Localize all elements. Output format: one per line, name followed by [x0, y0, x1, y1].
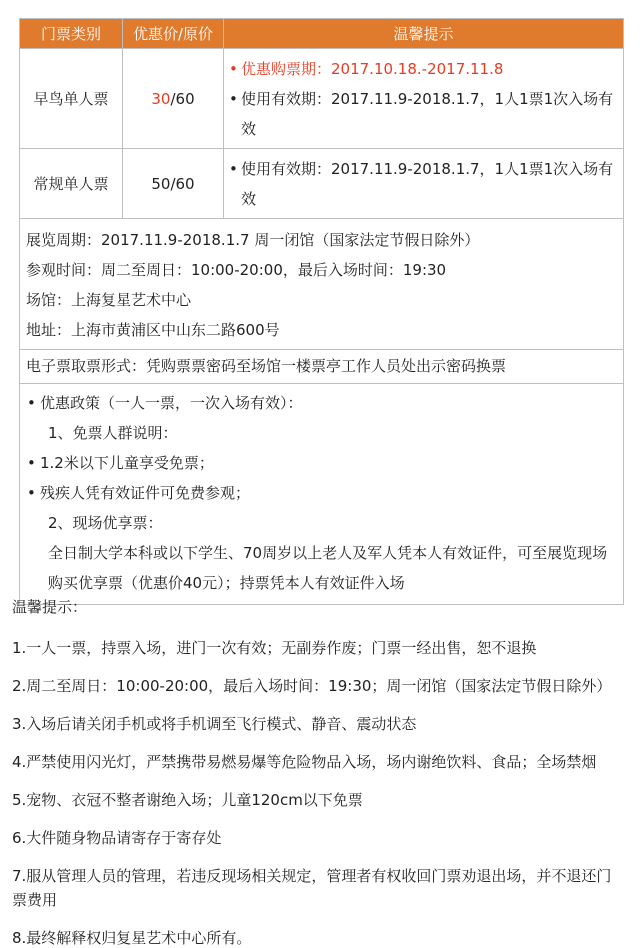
- note-item: [228, 54, 617, 84]
- bullet-icon: •: [27, 454, 36, 472]
- price-regular: 50/60: [123, 149, 224, 219]
- free-item: [26, 478, 617, 508]
- discount-ticket-heading: 2、现场优享票：: [48, 514, 163, 532]
- price-separator: /: [170, 89, 176, 108]
- policy-title: [26, 388, 617, 418]
- exhibition-info-row: [20, 219, 624, 350]
- tips-section: [12, 592, 622, 948]
- eticket-row: [20, 350, 624, 384]
- free-item: [26, 448, 617, 478]
- original-price: 60: [175, 89, 195, 108]
- tip-item: 3.入场后请关闭手机或将手机调至飞行模式、静音、震动状态: [12, 715, 417, 733]
- note-text: 优惠购票期：2017.10.18.-2017.11.8: [241, 60, 504, 78]
- bullet-icon: •: [27, 484, 36, 502]
- policy-title-text: 优惠政策（一人一票，一次入场有效）：: [40, 394, 303, 412]
- free-item-text: 1.2米以下儿童享受免票；: [40, 454, 214, 472]
- header-notes: 温馨提示: [224, 19, 624, 49]
- free-item-text: 残疾人凭有效证件可免费参观；: [40, 484, 251, 502]
- price-early-bird: [123, 49, 224, 149]
- discount-price: 30: [151, 89, 171, 108]
- eticket-info: 电子票取票形式：凭购票票密码至场馆一楼票亭工作人员处出示密码换票: [20, 350, 624, 384]
- tip-item: 4.严禁使用闪光灯，严禁携带易燃易爆等危险物品入场，场内谢绝饮料、食品；全场禁烟: [12, 753, 597, 771]
- tip-item: 8.最终解释权归复星艺术中心所有。: [12, 929, 252, 947]
- tip-item: 1.一人一票，持票入场，进门一次有效；无副券作废；门票一经出售，恕不退换: [12, 639, 537, 657]
- visiting-hours: 参观时间：周二至周日：10:00-20:00，最后入场时间：19:30: [26, 261, 447, 279]
- table-row-regular: [20, 149, 624, 219]
- free-ticket-heading: 1、免票人群说明：: [48, 424, 178, 442]
- bullet-icon: •: [229, 160, 238, 178]
- header-price: 优惠价/原价: [123, 19, 224, 49]
- note-text: 使用有效期：2017.11.9-2018.1.7，1人1票1次入场有效: [241, 160, 614, 208]
- note-item: [228, 84, 617, 144]
- exhibition-period: 展览周期：2017.11.9-2018.1.7 周一闭馆（国家法定节假日除外）: [26, 231, 480, 249]
- ticket-table: [19, 18, 624, 605]
- note-text: 使用有效期：2017.11.9-2018.1.7，1人1票1次入场有效: [241, 90, 614, 138]
- policy-row: [20, 384, 624, 605]
- ticket-type-regular: 常规单人票: [20, 149, 123, 219]
- exhibition-info: [20, 219, 624, 350]
- tip-item: 6.大件随身物品请寄存于寄存处: [12, 829, 222, 847]
- tip-item: 7.服从管理人员的管理，若违反现场相关规定，管理者有权收回门票劝退出场，并不退还门票费用: [12, 867, 612, 909]
- notes-regular: [224, 149, 624, 219]
- address: 地址：上海市黄浦区中山东二路600号: [26, 321, 280, 339]
- notes-early-bird: [224, 49, 624, 149]
- tips-title: 温馨提示：: [12, 598, 88, 616]
- bullet-icon: •: [27, 394, 36, 412]
- tip-item: 5.宠物、衣冠不整者谢绝入场；儿童120cm以下免票: [12, 791, 363, 809]
- discount-policy: [20, 384, 624, 605]
- ticket-type-early-bird: 早鸟单人票: [20, 49, 123, 149]
- bullet-icon: •: [229, 90, 238, 108]
- table-row-early-bird: [20, 49, 624, 149]
- note-item: [228, 154, 617, 214]
- discount-ticket-text: 全日制大学本科或以下学生、70周岁以上老人及军人凭本人有效证件，可至展览现场购买优享票（优惠价40元）；持票凭本人有效证件入场: [48, 544, 608, 592]
- table-header-row: [20, 19, 624, 49]
- header-ticket-type: 门票类别: [20, 19, 123, 49]
- venue: 场馆：上海复星艺术中心: [26, 291, 192, 309]
- tip-item: 2.周二至周日：10:00-20:00，最后入场时间：19:30；周一闭馆（国家法定节假日除外）: [12, 677, 612, 695]
- bullet-icon: •: [229, 60, 238, 78]
